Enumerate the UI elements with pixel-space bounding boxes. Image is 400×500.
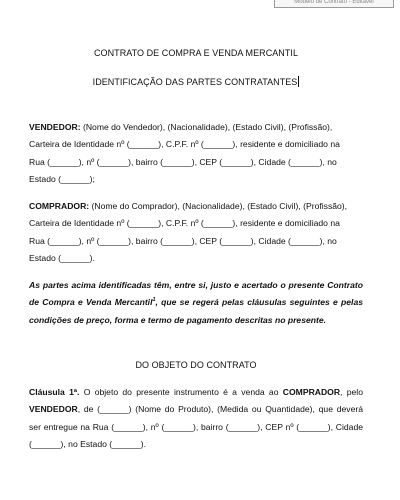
clause-1-paragraph bbox=[29, 384, 363, 453]
buyer-line-1 bbox=[29, 198, 363, 215]
buyer-line-1-text: (Nome do Comprador), (Nacionalidade), (Estado Civil), (Profissão), bbox=[89, 201, 348, 211]
document-subtitle[interactable] bbox=[29, 74, 363, 91]
clause-1-label: Cláusula 1ª. bbox=[29, 387, 80, 397]
buyer-line-3: Rua (______), nº (______), bairro (______), CEP (______), Cidade (______), no bbox=[29, 235, 337, 246]
clause-1-seller-word: VENDEDOR bbox=[29, 404, 78, 415]
clause-1-text-1: O objeto do presente instrumento é a venda ao bbox=[79, 387, 283, 397]
intro-text-1: As partes acima identificadas têm, entre si, justo e acertado o presente Contrato de Compra e Venda Mercantil bbox=[29, 280, 363, 308]
seller-line-2: Carteira de Identidade nº (______), C.P.F. nº (______), residente e domiciliado na bbox=[29, 139, 340, 150]
clause-1-text-2: , pelo bbox=[340, 387, 363, 397]
seller-line-1 bbox=[29, 119, 363, 136]
buyer-paragraph bbox=[29, 198, 363, 267]
clause-1-buyer-word: COMPRADOR bbox=[282, 387, 341, 397]
buyer-label: COMPRADOR: bbox=[29, 201, 90, 211]
clause-1-text-3: , de (______) (Nome do Produto), (Medida ou Quantidade), que deverá ser entregue na Rua (______), nº (______), bairro (______), CEP nº (______), Cidade (______), no Estado (______). bbox=[29, 404, 363, 449]
text-cursor bbox=[298, 76, 299, 87]
document-header-tag: Modelo de Contrato - Editável bbox=[274, 0, 394, 8]
section-title: DO OBJETO DO CONTRATO bbox=[135, 360, 257, 370]
intro-paragraph bbox=[29, 277, 363, 329]
buyer-line-4: Estado (______). bbox=[29, 252, 95, 263]
seller-line-1-text: (Nome do Vendedor), (Nacionalidade), (Estado Civil), (Profissão), bbox=[80, 122, 333, 132]
buyer-line-2: Carteira de Identidade nº (______), C.P.F. nº (______), residente e domiciliado na bbox=[29, 218, 340, 229]
intro-text-2: , que se regerá pelas cláusulas seguintes e pelas condições de preço, forma e termo de pagamento descritas no presente. bbox=[29, 297, 364, 325]
document-title: CONTRATO DE COMPRA E VENDA MERCANTIL bbox=[94, 48, 298, 58]
seller-line-4: Estado (______); bbox=[29, 173, 95, 184]
subtitle-text: IDENTIFICAÇÃO DAS PARTES CONTRATANTES bbox=[92, 77, 298, 87]
footnote-marker: 1 bbox=[152, 297, 156, 304]
seller-label: VENDEDOR: bbox=[29, 122, 81, 132]
seller-line-3: Rua (______), nº (______), bairro (______), CEP (______), Cidade (______), no bbox=[29, 156, 337, 167]
seller-paragraph bbox=[29, 119, 363, 188]
